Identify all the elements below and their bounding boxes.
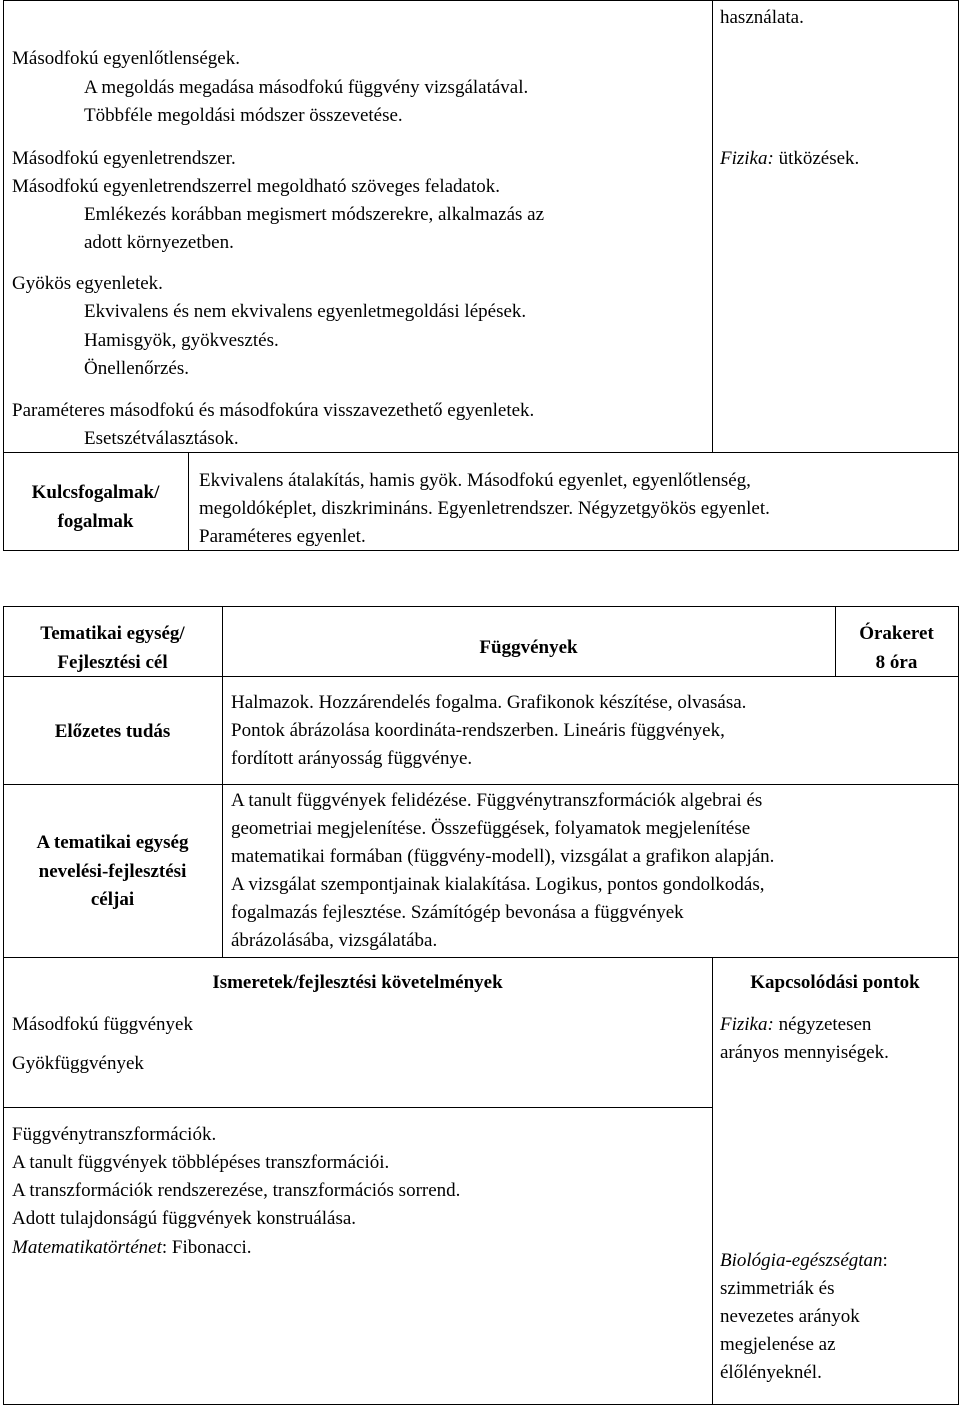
orakeret: Órakeret 8 óra [859,623,934,673]
content-line: A megoldás megadása másodfokú függvény vizsgálatával. [84,77,529,98]
subject-text: : Fibonacci. [161,1237,252,1258]
elozetes-line: fordított arányosság függvénye. [231,748,473,769]
celjai-line: geometriai megjelenítése. Összefüggések, folyamatok megjelenítése [231,818,751,839]
connection-biologia: Biológia-egészségtan: [720,1250,888,1271]
kulcs-line: megoldóképlet, diszkrimináns. Egyenletrendszer. Négyzetgyökös egyenlet. [199,498,770,519]
ismeret-item: A tanult függvények többlépéses transzformációi. [12,1152,390,1173]
celjai-line: fogalmazás fejlesztése. Számítógép bevonása a függvények [231,902,684,923]
connection-line: nevezetes arányok [720,1306,860,1327]
content-line: adott környezetben. [84,232,234,253]
subject-text: négyzetesen [773,1014,872,1035]
celjai-line: matematikai formában (függvény-modell), vizsgálat a grafikon alapján. [231,846,775,867]
ismeretek-header: Ismeretek/fejlesztési követelmények [212,972,503,993]
kulcsfogalmak-label: Kulcsfogalmak/ fogalmak [31,482,160,532]
ismeret-item: Másodfokú függvények [12,1014,193,1035]
content-line: Másodfokú egyenletrendszer. [12,148,236,169]
content-line: Emlékezés korábban megismert módszerekre, alkalmazás az [84,204,545,225]
content-line: Paraméteres másodfokú és másodfokúra visszavezethető egyenletek. [12,400,535,421]
subject-label: Matematikatörténet [12,1237,162,1258]
content-line: Többféle megoldási módszer összevetése. [84,105,403,126]
connection-line: élőlényeknél. [720,1362,822,1383]
right-text-top: használata. [720,7,804,28]
connection-line: arányos mennyiségek. [720,1042,889,1063]
kapcsolodasi-header: Kapcsolódási pontok [750,972,920,993]
elozetes-line: Pontok ábrázolása koordináta-rendszerben. Lineáris függvények, [231,720,725,741]
content-line: Gyökös egyenletek. [12,273,163,294]
tematikai-egyseg-label: Tematikai egység/ Fejlesztési cél [40,623,185,673]
content-line: Hamisgyök, gyökvesztés. [84,330,279,351]
ismeret-matek [12,1234,252,1263]
content-line: Másodfokú egyenletrendszerrel megoldható szöveges feladatok. [12,176,501,197]
connection-fizika [720,1011,871,1040]
content-line: Másodfokú egyenlőtlenségek. [12,48,240,69]
celjai-line: A tanult függvények felidézése. Függvénytranszformációk algebrai és [231,790,763,811]
kulcs-line: Ekvivalens átalakítás, hamis gyök. Másodfokú egyenlet, egyenlőtlenség, [199,470,751,491]
page-title: Függvények [479,637,578,658]
content-line: Esetszétválasztások. [84,428,239,449]
subject-label: Fizika: [720,148,774,169]
subject-label: Fizika: [720,1014,774,1035]
elozetes-line: Halmazok. Hozzárendelés fogalma. Grafikonok készítése, olvasása. [231,692,747,713]
subject-label: Biológia-egészségtan [720,1250,883,1271]
celjai-line: A vizsgálat szempontjainak kialakítása. Logikus, pontos gondolkodás, [231,874,765,895]
ismeret-item: Függvénytranszformációk. [12,1124,217,1145]
subject-text: ütközések. [773,148,860,169]
content-line: Ekvivalens és nem ekvivalens egyenletmegoldási lépések. [84,301,527,322]
connection-fizika [720,145,859,174]
elozetes-tudas-label: Előzetes tudás [54,721,171,742]
celjai-label: A tematikai egység nevelési-fejlesztési céljai [36,832,189,910]
kulcs-line: Paraméteres egyenlet. [199,526,366,547]
celjai-line: ábrázolásába, vizsgálatába. [231,930,438,951]
ismeret-item: A transzformációk rendszerezése, transzformációs sorrend. [12,1180,461,1201]
connection-line: megjelenése az [720,1334,836,1355]
ismeret-item: Gyökfüggvények [12,1053,144,1074]
connection-line: szimmetriák és [720,1278,835,1299]
ismeret-item: Adott tulajdonságú függvények konstruálása. [12,1208,357,1229]
content-line: Önellenőrzés. [84,358,189,379]
